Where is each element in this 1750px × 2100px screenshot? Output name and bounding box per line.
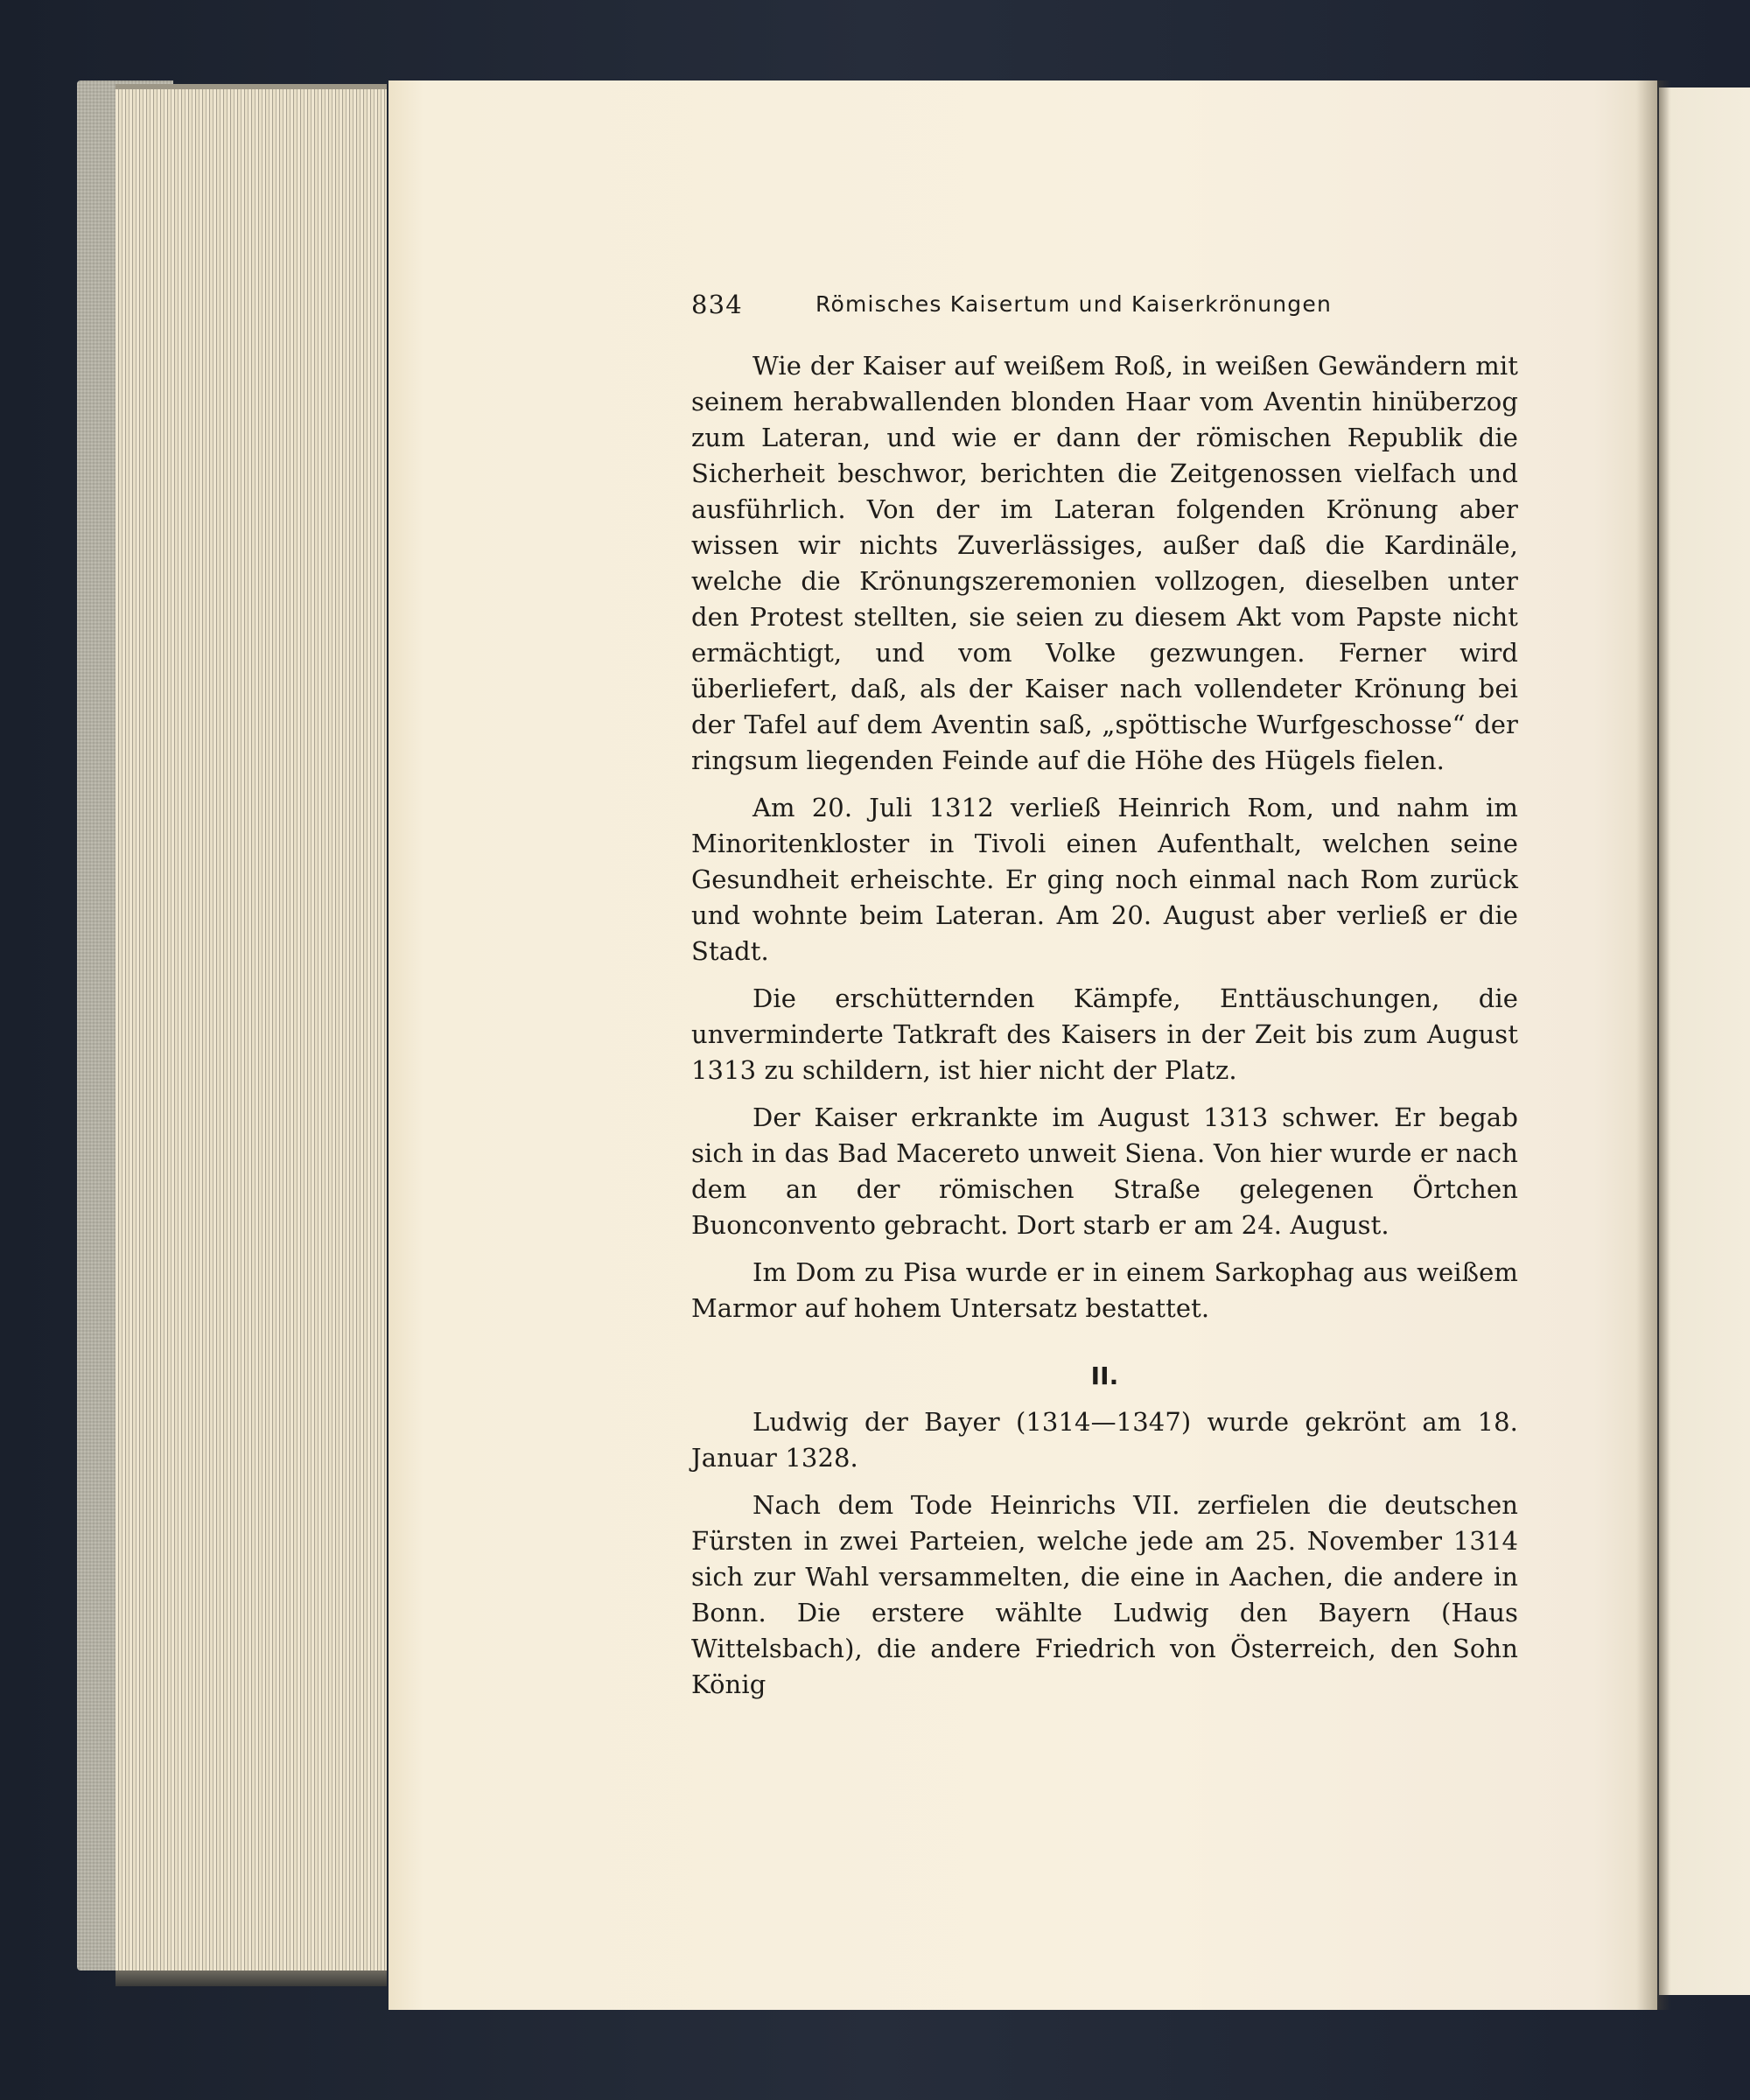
paragraph: Am 20. Juli 1312 verließ Heinrich Rom, und nahm im Minoritenkloster in Tivoli einen Aufenthalt, welchen seine Gesundheit erheischte. Er ging noch einmal nach Rom zurück und wohnte beim Lateran. Am 20. August aber verließ er die Stadt. — [691, 793, 1518, 966]
running-title: Römisches Kaisertum und Kaiserkrönungen — [816, 291, 1333, 317]
paragraph: Wie der Kaiser auf weißem Roß, in weißen Gewändern mit seinem herabwallenden blonden Haar vom Aventin hinüberzog zum Lateran, und wie er dann der römischen Republik die Sicherheit beschwor, berichten die Zeitgenossen vielfach und ausführlich. Von der im Lateran folgenden Krönung aber wissen wir nichts Zuverlässiges, außer daß die Kardinäle, welche die Krönungszeremonien vollzogen, dieselben unter den Protest stellten, sie seien zu diesem Akt vom Papste nicht ermächtigt, und vom Volke gezwungen. Ferner wird überliefert, daß, als der Kaiser nach vollendeter Krönung bei der Tafel auf dem Aventin saß, „spöttische Wurfgeschosse“ der ringsum liegenden Feinde auf die Höhe des Hügels fielen. — [691, 351, 1518, 775]
paragraph: Im Dom zu Pisa wurde er in einem Sarkophag aus weißem Marmor auf hohem Untersatz bestattet. — [691, 1257, 1518, 1323]
page-number: 834 — [691, 290, 743, 319]
paragraph: Die erschütternden Kämpfe, Enttäuschungen, die unverminderte Tatkraft des Kaisers in der Zeit bis zum August 1313 zu schildern, ist hier nicht der Platz. — [691, 984, 1518, 1085]
page-body — [691, 348, 1518, 1703]
page-gutter-shadow — [1636, 80, 1671, 2010]
paragraph: Der Kaiser erkrankte im August 1313 schwer. Er begab sich in das Bad Macereto unweit Siena. Von hier wurde er nach dem an der römischen Straße gelegenen Örtchen Buonconvento gebracht. Dort starb er am 24. August. — [691, 1102, 1518, 1240]
paragraph: Ludwig der Bayer (1314—1347) wurde gekrönt am 18. Januar 1328. — [691, 1407, 1518, 1473]
facing-page-edge — [1659, 88, 1750, 1995]
section-heading: II. — [1090, 1362, 1119, 1390]
paragraph: Nach dem Tode Heinrichs VII. zerfielen die deutschen Fürsten in zwei Parteien, welche jede am 25. November 1314 sich zur Wahl versammelten, die eine in Aachen, die andere in Bonn. Die erstere wählte Ludwig den Bayern (Haus Wittelsbach), die andere Friedrich von Österreich, den Sohn König — [691, 1490, 1518, 1699]
page-edge-stack — [116, 84, 387, 1986]
running-head — [691, 287, 1518, 322]
